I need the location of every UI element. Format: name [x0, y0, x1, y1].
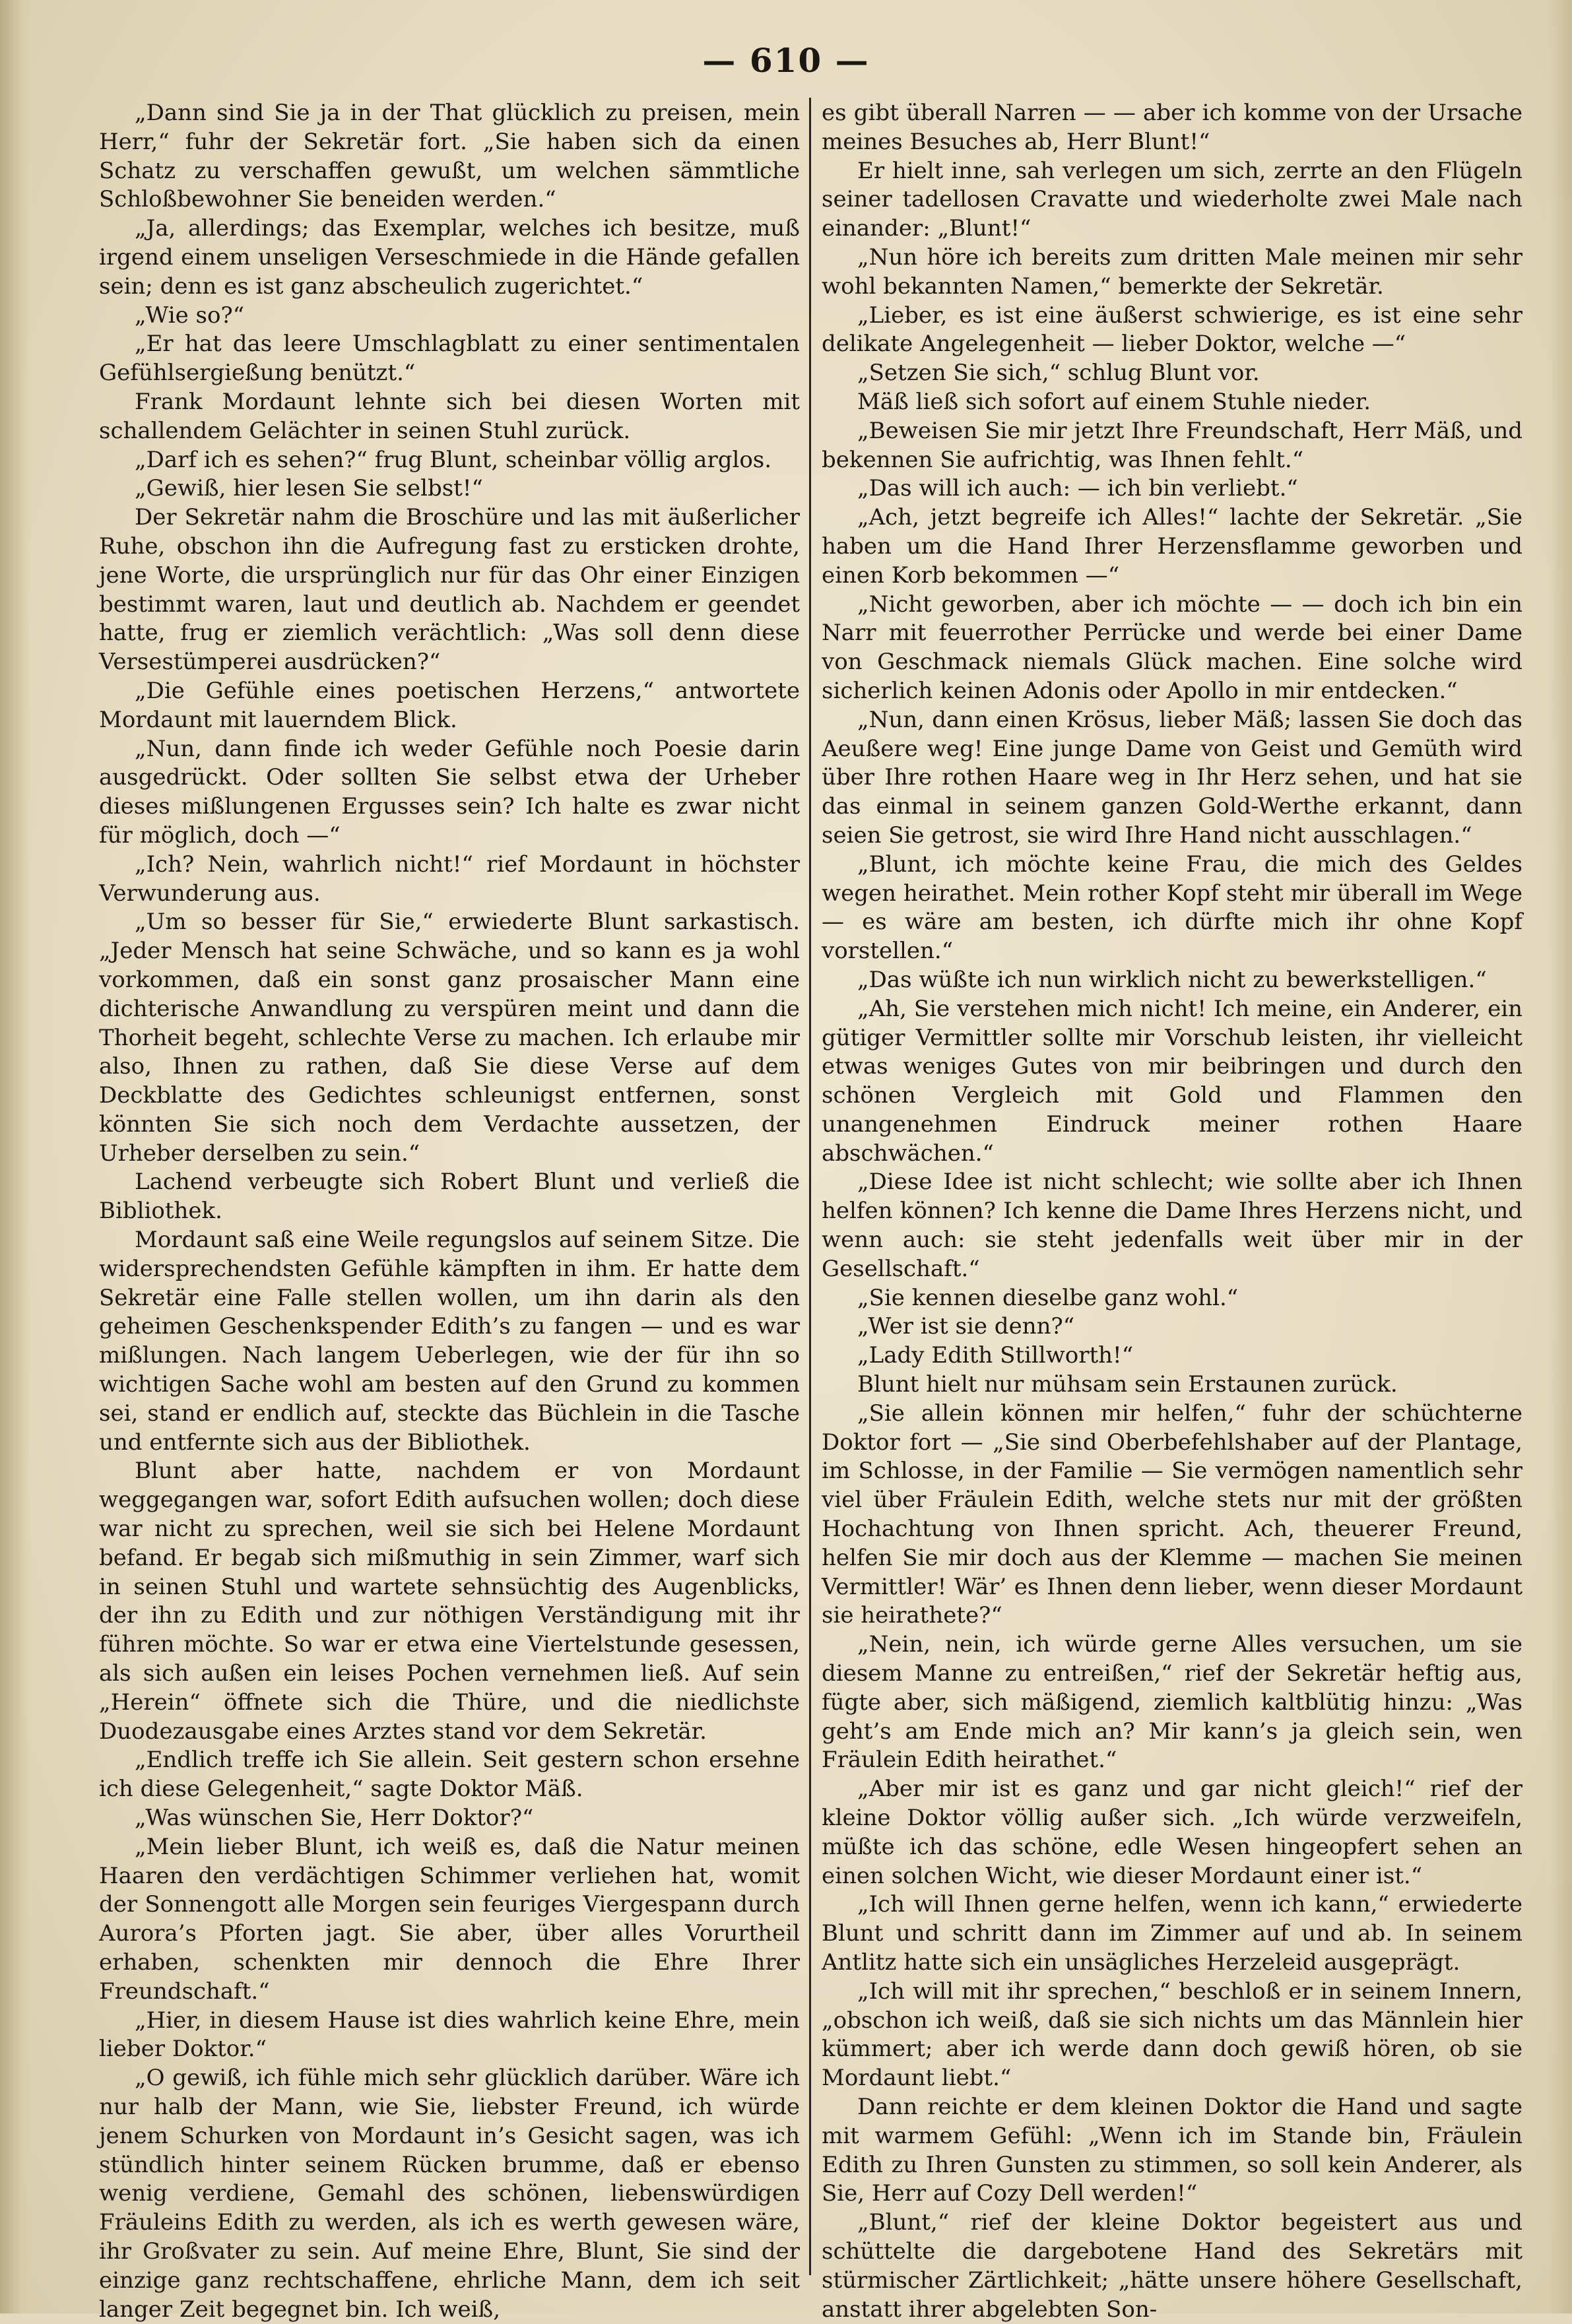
paragraph: „Darf ich es sehen?“ frug Blunt, scheinbar völlig arglos. — [135, 446, 772, 473]
paragraph: „Diese Idee ist nicht schlecht; wie sollte aber ich Ihnen helfen können? Ich kenne die Dame Ihres Herzens nicht, und wenn auch: sie steht jedenfalls weit über mir in der Gesellschaft.“ — [822, 1169, 1523, 1282]
paragraph: „Nicht geworben, aber ich möchte — — doch ich bin ein Narr mit feuerrother Perrücke und werde bei einer Dame von Geschmack niemals Glück machen. Eine solche wird sicherlich keinen Adonis oder Apollo in mir entdecken.“ — [822, 591, 1523, 704]
paragraph: „Beweisen Sie mir jetzt Ihre Freundschaft, Herr Mäß, und bekennen Sie aufrichtig, was Ihnen fehlt.“ — [822, 417, 1523, 473]
paragraph: „Ich will mit ihr sprechen,“ beschloß er in seinem Innern, „obschon ich weiß, daß sie sich nichts um das Männlein hier kümmert; aber ich werde dann doch gewiß hören, ob sie Mordaunt liebt.“ — [822, 1978, 1523, 2092]
paragraph: „Nein, nein, ich würde gerne Alles versuchen, um sie diesem Manne zu entreißen,“ rief der Sekretär heftig aus, fügte aber, sich mäßigend, ziemlich kaltblütig hinzu: „Was geht’s am Ende mich an? Mir kann’s ja gleich sein, wen Fräulein Edith heirathet.“ — [822, 1631, 1523, 1774]
page-edge-shadow-right — [1548, 0, 1572, 2313]
paragraph: „Endlich treffe ich Sie allein. Seit gestern schon ersehne ich diese Gelegenheit,“ sagte Doktor Mäß. — [99, 1747, 800, 1803]
paragraph: Mordaunt saß eine Weile regungslos auf seinem Sitze. Die widersprechendsten Gefühle kämpften in ihm. Er hatte dem Sekretär eine Falle stellen wollen, um ihn darin als den geheimen Geschenkspender Edith’s zu fangen — und es war mißlungen. Nach langem Ueberlegen, wie der für ihn so wichtigen Sache wohl am besten auf den Grund zu kommen sei, stand er endlich auf, steckte das Büchlein in die Tasche und entfernte sich aus der Bibliothek. — [99, 1227, 800, 1456]
paragraph: „Mein lieber Blunt, ich weiß es, daß die Natur meinen Haaren den verdächtigen Schimmer verliehen hat, womit der Sonnengott alle Morgen sein feuriges Viergespann durch Aurora’s Pforten jagt. Sie aber, über alles Vorurtheil erhaben, schenkten mir dennoch die Ehre Ihrer Freundschaft.“ — [99, 1833, 800, 2005]
paragraph: Er hielt inne, sah verlegen um sich, zerrte an den Flügeln seiner tadellosen Cravatte und wiederholte zwei Male nach einander: „Blunt!“ — [822, 157, 1523, 242]
page-number: — 610 — — [702, 41, 870, 80]
paragraph: „Hier, in diesem Hause ist dies wahrlich keine Ehre, mein lieber Doktor.“ — [99, 2007, 800, 2063]
paragraph: „Ach, jetzt begreife ich Alles!“ lachte der Sekretär. „Sie haben um die Hand Ihrer Herzensflamme geworben und einen Korb bekommen —“ — [822, 504, 1523, 589]
paragraph: Der Sekretär nahm die Broschüre und las mit äußerlicher Ruhe, obschon ihn die Aufregung fast zu ersticken drohte, jene Worte, die ursprünglich nur für das Ohr einer Einzigen bestimmt waren, laut und deutlich ab. Nachdem er geendet hatte, frug er ziemlich verächtlich: „Was soll denn diese Versestümperei ausdrücken?“ — [99, 504, 800, 676]
paragraph: „Ich will Ihnen gerne helfen, wenn ich kann,“ erwiederte Blunt und schritt dann im Zimmer auf und ab. In seinem Antlitz hatte sich ein unsägliches Herzeleid ausgeprägt. — [822, 1891, 1523, 1976]
paragraph: es gibt überall Narren — — aber ich komme von der Ursache meines Besuches ab, Herr Blunt!“ — [822, 100, 1523, 155]
paragraph: Blunt aber hatte, nachdem er von Mordaunt weggegangen war, sofort Edith aufsuchen wollen; doch diese war nicht zu sprechen, weil sie sich bei Helene Mordaunt befand. Er begab sich mißmuthig in sein Zimmer, warf sich in seinen Stuhl und wartete sehnsüchtig des Augenblicks, der ihn zu Edith und zur nöthigen Verständigung mit ihr führen möchte. So war er etwa eine Viertelstunde gesessen, als sich außen ein leises Pochen vernehmen ließ. Auf sein „Herein“ öffnete sich die Thüre, und die niedlichste Duodezausgabe eines Arztes stand vor dem Sekretär. — [99, 1458, 800, 1745]
paragraph: „Nun höre ich bereits zum dritten Male meinen mir sehr wohl bekannten Namen,“ bemerkte der Sekretär. — [822, 243, 1523, 300]
paragraph: Frank Mordaunt lehnte sich bei diesen Worten mit schallendem Gelächter in seinen Stuhl zurück. — [99, 388, 800, 444]
paragraph: „O gewiß, ich fühle mich sehr glücklich darüber. Wäre ich nur halb der Mann, wie Sie, liebster Freund, ich würde jenem Schurken von Mordaunt in’s Gesicht sagen, was ich stündlich hinter seinem Rücken brumme, daß er ebenso wenig verdiene, Gemahl des schönen, liebenswürdigen Fräuleins Edith zu werden, als ich es werth gewesen wäre, ihr Großvater zu sein. Auf meine Ehre, Blunt, Sie sind der einzige ganz rechtschaffene, ehrliche Mann, dem ich seit langer Zeit begegnet bin. Ich weiß, — [99, 2065, 800, 2323]
column-divider — [809, 98, 811, 2275]
paragraph: Dann reichte er dem kleinen Doktor die Hand und sagte mit warmem Gefühl: „Wenn ich im Stande bin, Fräulein Edith zu Ihren Gunsten zu stimmen, so soll kein Anderer, als Sie, Herr auf Cozy Dell werden!“ — [822, 2093, 1523, 2207]
paragraph: „Nun, dann einen Krösus, lieber Mäß; lassen Sie doch das Aeußere weg! Eine junge Dame von Geist und Gemüth wird über Ihre rothen Haare weg in Ihr Herz sehen, und hat sie das einmal in seinem ganzen Gold-Werthe erkannt, dann seien Sie getrost, sie wird Ihre Hand nicht ausschlagen.“ — [822, 706, 1523, 849]
paragraph: „Blunt, ich möchte keine Frau, die mich des Geldes wegen heirathet. Mein rother Kopf steht mir überall im Wege — es wäre am besten, ich dürfte mich ihr ohne Kopf vorstellen.“ — [822, 851, 1523, 965]
paragraph: „Setzen Sie sich,“ schlug Blunt vor. — [857, 360, 1260, 387]
paragraph: „Das wüßte ich nun wirklich nicht zu bewerkstelligen.“ — [857, 966, 1487, 993]
paragraph: „Um so besser für Sie,“ erwiederte Blunt sarkastisch. „Jeder Mensch hat seine Schwäche, und so kann es ja wohl vorkommen, daß ein sonst ganz prosaischer Mann eine dichterische Anwandlung zu verspüren meint und dann die Thorheit begeht, schlechte Verse zu machen. Ich erlaube mir also, Ihnen zu rathen, daß Sie diese Verse auf dem Deckblatte des Gedichtes schleunigst entfernen, sonst könnten Sie sich noch dem Verdachte aussetzen, der Urheber derselben zu sein.“ — [99, 909, 800, 1167]
paragraph: „Gewiß, hier lesen Sie selbst!“ — [135, 475, 483, 502]
paragraph: „Was wünschen Sie, Herr Doktor?“ — [135, 1805, 534, 1832]
paragraph: „Das will ich auch: — ich bin verliebt.“ — [857, 475, 1298, 502]
paragraph: Mäß ließ sich sofort auf einem Stuhle nieder. — [857, 388, 1371, 415]
paragraph: „Ah, Sie verstehen mich nicht! Ich meine, ein Anderer, ein gütiger Vermittler sollte mir Vorschub leisten, ihr vielleicht etwas weniges Gutes von mir beibringen und durch den schönen Vergleich mit Gold und Flammen den unangenehmen Eindruck meiner rothen Haare abschwächen.“ — [822, 995, 1523, 1167]
paragraph: „Ich? Nein, wahrlich nicht!“ rief Mordaunt in höchster Verwunderung aus. — [99, 851, 800, 907]
paragraph: „Die Gefühle eines poetischen Herzens,“ antwortete Mordaunt mit lauerndem Blick. — [99, 677, 800, 733]
paragraph: „Nun, dann finde ich weder Gefühle noch Poesie darin ausgedrückt. Oder sollten Sie selbst etwa der Urheber dieses mißlungenen Ergusses sein? Ich halte es zwar nicht für möglich, doch —“ — [99, 735, 800, 849]
paragraph: „Sie kennen dieselbe ganz wohl.“ — [857, 1284, 1239, 1311]
paragraph: „Aber mir ist es ganz und gar nicht gleich!“ rief der kleine Doktor völlig außer sich. „Ich würde verzweifeln, müßte ich das schöne, edle Wesen hingeopfert sehen an einen solchen Wicht, wie dieser Mordaunt einer ist.“ — [822, 1776, 1523, 1889]
paragraph: Lachend verbeugte sich Robert Blunt und verließ die Bibliothek. — [99, 1169, 800, 1225]
text-column-right — [822, 99, 1523, 2323]
paragraph: Blunt hielt nur mühsam sein Erstaunen zurück. — [857, 1371, 1398, 1398]
text-column-left — [99, 99, 800, 2323]
paragraph: „Blunt,“ rief der kleine Doktor begeistert aus und schüttelte die dargebotene Hand des Sekretärs mit stürmischer Zärtlichkeit; „hätte unsere höhere Gesellschaft, anstatt ihrer abgelebten Son- — [822, 2209, 1523, 2323]
paragraph: „Wie so?“ — [135, 302, 245, 329]
paragraph: „Ja, allerdings; das Exemplar, welches ich besitze, muß irgend einem unseligen Verseschmiede in die Hände gefallen sein; denn es ist ganz abscheulich zugerichtet.“ — [99, 215, 800, 300]
paragraph: „Er hat das leere Umschlagblatt zu einer sentimentalen Gefühlsergießung benützt.“ — [99, 331, 800, 387]
page-edge-shadow — [0, 0, 30, 2313]
paragraph: „Lady Edith Stillworth!“ — [857, 1342, 1134, 1369]
paragraph: „Lieber, es ist eine äußerst schwierige, es ist eine sehr delikate Angelegenheit — lieber Doktor, welche —“ — [822, 302, 1523, 358]
paragraph: „Dann sind Sie ja in der That glücklich zu preisen, mein Herr,“ fuhr der Sekretär fort. „Sie haben sich da einen Schatz zu verschaffen gewußt, um welchen sämmtliche Schloßbewohner Sie beneiden werden.“ — [99, 100, 800, 213]
paragraph: „Sie allein können mir helfen,“ fuhr der schüchterne Doktor fort — „Sie sind Oberbefehlshaber auf der Plantage, im Schlosse, in der Familie — Sie vermögen namentlich sehr viel über Fräulein Edith, welche stets nur mit der größten Hochachtung von Ihnen spricht. Ach, theuerer Freund, helfen Sie mir doch aus der Klemme — machen Sie meinen Vermittler! Wär’ es Ihnen denn lieber, wenn dieser Mordaunt sie heirathete?“ — [822, 1400, 1523, 1629]
paragraph: „Wer ist sie denn?“ — [857, 1313, 1075, 1340]
